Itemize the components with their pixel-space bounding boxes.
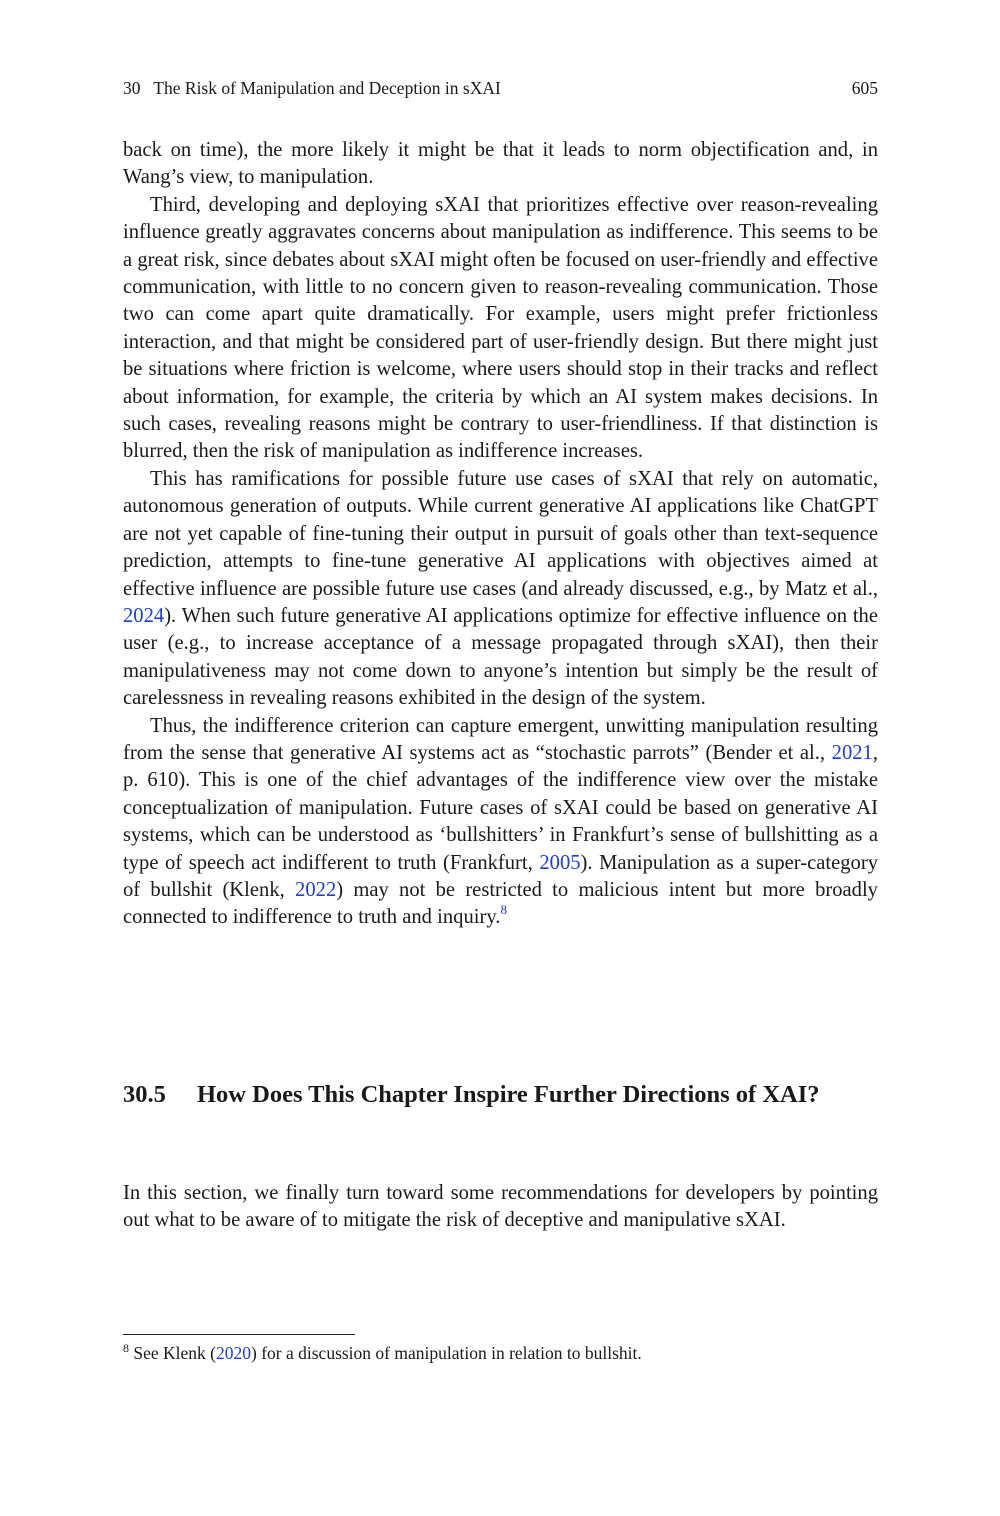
footnote [123, 1341, 878, 1365]
citation-link-bender[interactable]: 2021 [831, 741, 873, 764]
paragraph-text: , p. 610). This is one of the chief advantages of the indifference view over the mistake conceptualization of manipulation. Future cases of sXAI could be based on generative AI systems, which can be understood as ‘bullshitters’ in Frankfurt’s sense of bullshitting as a type of speech act indifferent to truth (Frankfurt, [123, 741, 878, 874]
paragraph-third-point: Third, developing and deploying sXAI that prioritizes effective over reason-revealing influence greatly aggravates concerns about manipulation as indifference. This seems to be a great risk, since debates about sXAI might often be focused on user-friendly and effective communication, with little to no concern given to reason-revealing communication. Those two can come apart quite dramatically. For example, users might prefer frictionless interaction, and that might be considered part of user-friendly design. But there might just be situations where friction is welcome, where users should stop in their tracks and reflect about information, for example, the criteria by which an AI system makes decisions. In such cases, revealing reasons might be contrary to user-friendliness. If that distinction is blurred, then the risk of manipulation as indifference increases. [123, 193, 878, 463]
paragraph-continuation: back on time), the more likely it might be that it leads to norm objectification and, in Wang’s view, to manipulation. [123, 139, 878, 189]
main-body-text [123, 137, 878, 932]
citation-link-klenk-2022[interactable]: 2022 [295, 878, 337, 901]
footnote-text: See Klenk ( [129, 1343, 216, 1363]
section-number: 30.5 [123, 1081, 166, 1108]
chapter-running-title: 30 The Risk of Manipulation and Deception in sXAI [123, 78, 501, 98]
footnote-reference-link[interactable] [500, 902, 507, 928]
citation-link-klenk-2020[interactable]: 2020 [216, 1343, 251, 1363]
section-title: How Does This Chapter Inspire Further Directions of XAI? [197, 1081, 820, 1108]
paragraph-indifference-criterion [123, 713, 878, 932]
footnote-divider [123, 1334, 355, 1335]
paragraph-text: ). When such future generative AI applications optimize for effective influence on the user (e.g., to increase acceptance of a message propagated through sXAI), then their manipulativeness may not come down to anyone’s intention but simply be the result of carelessness in revealing reasons exhibited in the design of the system. [123, 604, 878, 710]
citation-link-matz[interactable]: 2024 [123, 604, 165, 627]
section-heading [123, 1079, 878, 1110]
section-intro-paragraph: In this section, we finally turn toward some recommendations for developers by pointing out what to be aware of to mitigate the risk of deceptive and manipulative sXAI. [123, 1182, 878, 1232]
footnote-number: 8 [123, 1341, 129, 1355]
paragraph-text: This has ramifications for possible future use cases of sXAI that rely on automatic, autonomous generation of outputs. While current generative AI applications like ChatGPT are not yet capable of fine-tuning their output in pursuit of goals other than text-sequence prediction, attempts to fine-tune generative AI applications with objectives aimed at effective influence are possible future use cases (and already discussed, e.g., by Matz et al., [123, 467, 878, 600]
footnote-text: ) for a discussion of manipulation in relation to bullshit. [251, 1343, 642, 1363]
running-head [123, 78, 878, 104]
paragraph-ramifications [123, 466, 878, 713]
section-body [123, 1180, 878, 1235]
paragraph-text: ). Manipulation as a super-category of bullshit (Klenk, [123, 851, 878, 901]
footnote-marker: 8 [500, 902, 507, 918]
page-number: 605 [851, 78, 878, 98]
paragraph-text: ) may not be restricted to malicious intent but more broadly connected to indifference to truth and inquiry. [123, 878, 878, 929]
paragraph-text: Thus, the indifference criterion can capture emergent, unwitting manipulation resulting from the sense that generative AI systems act as “stochastic parrots” (Bender et al., [123, 714, 878, 764]
citation-link-frankfurt[interactable]: 2005 [539, 851, 581, 874]
